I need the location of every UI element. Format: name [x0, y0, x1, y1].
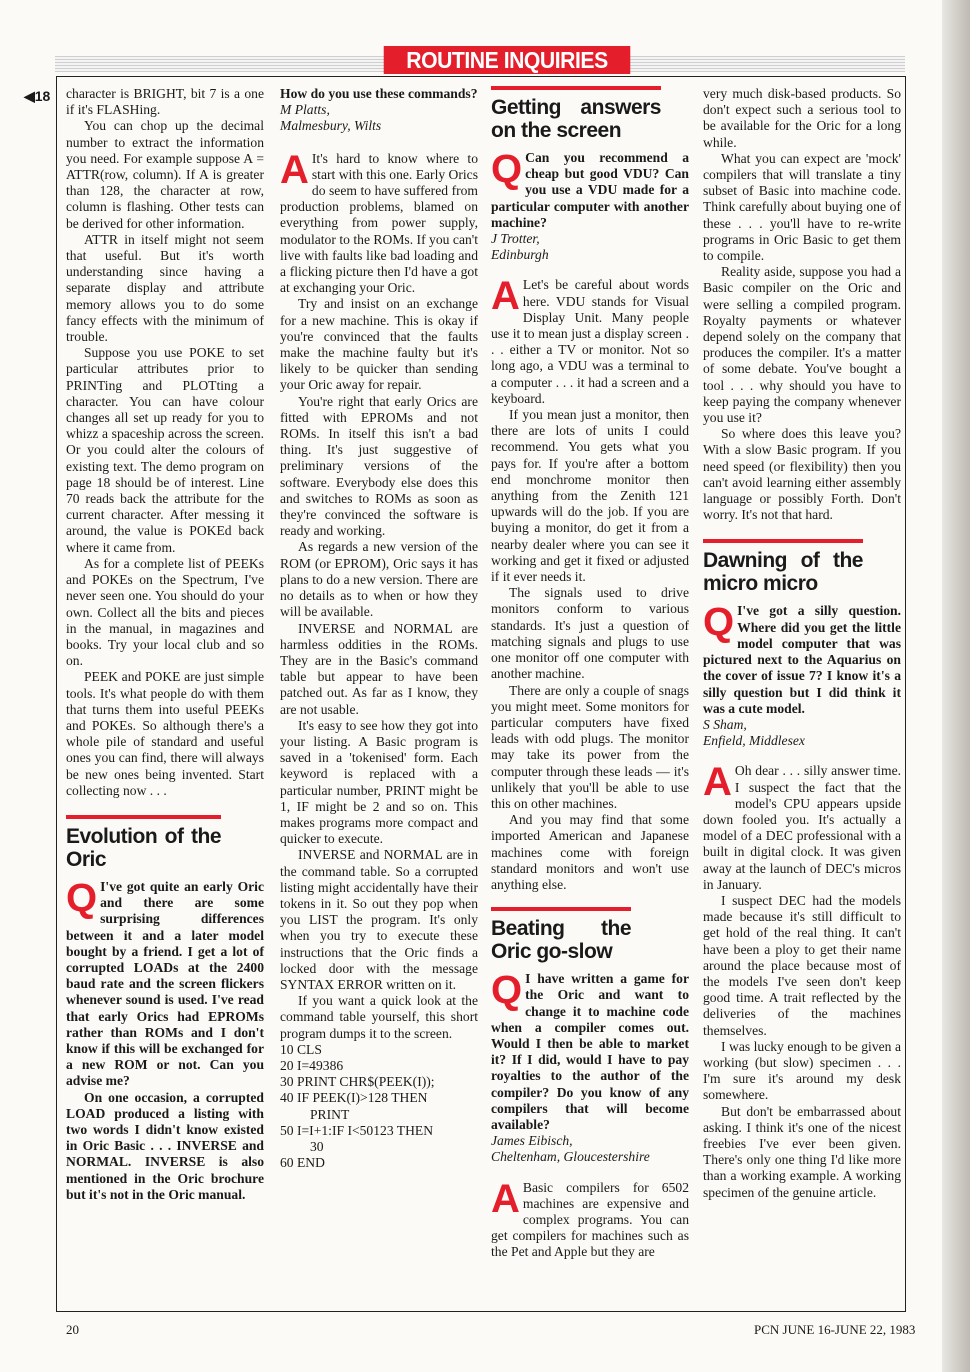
paragraph: You can chop up the decimal number to extract the information you need. For example suppose A = ATTR(row, column). If A is greater than 128, the character at row, column is flashing. Other tests can be derived for other information. [66, 118, 264, 231]
answer-text: It's hard to know where to start with this one. Early Orics do seem to have suffered from production problems, blamed on everything from power supply, modulator to the ROMs. If you can't live with faults like bad loading and a flicking picture then I'd have a got at exchanging your Oric. [280, 150, 479, 296]
paragraph: very much disk-based products. So don't expect such a serious tool to be available for the Oric for a long while. [703, 86, 901, 150]
code-line: 40 IF PEEK(I)>128 THEN [280, 1090, 428, 1106]
question-text: I have written a game for the Oric and want to change it to machine code when a compiler comes out. Would I then be able to market it? If I did, would I have to pay royalties to the author of the compiler? Do you know of any compilers that will become available? [491, 971, 689, 1132]
paragraph: It's easy to see how they got into your listing. A Basic program is saved in a 'tokenised' form. Each keyword is replaced with a particular number, PRINT might be 1, IF might be 2 and so on. This makes programs more compact and quicker to execute. [280, 717, 478, 847]
drop-cap-q: Q [491, 968, 523, 1013]
paragraph: I suspect DEC had the models made because it's still difficult to get hold of the real thing. It can't have been a ploy to get their name around the place because most of the models I've seen don't keep good time. A trait reflected by the deliveries of the machines themselves. [703, 892, 901, 1038]
page-number: 20 [66, 1322, 79, 1337]
paragraph: If you want a quick look at the command table yourself, this short program dumps it to the screen. [280, 993, 478, 1041]
article-heading: Dawning of the micro micro [703, 539, 863, 595]
question [703, 600, 901, 716]
question [491, 147, 689, 231]
paragraph: But don't be embarrassed about asking. I think it's one of the nicest freebies I've ever been given. There's only one thing I'd like more than a working example. A working specimen of the genuine article. [703, 1103, 901, 1200]
paragraph: What you can expect are 'mock' compilers that will translate a tiny subset of Basic into machine code. Think carefully about buying one of these . . . you'll have to re-write programs in Oric Basic to get them to compile. [703, 150, 901, 264]
answer [703, 760, 901, 893]
banner-label: ROUTINE INQUIRIES [384, 46, 631, 74]
code-line: PRINT [310, 1106, 350, 1122]
paragraph: Suppose you use POKE to set particular attributes prior to PRINTing and PLOTting a character. You can have colour changes all set up ready for you to whizz a spaceship across the screen. Or you could alter the colours of existing text. The demo program on page 18 should be of interest. Line 70 reads back the attribute for the current character. After messing it around, the value is POKEd back where it came from. [66, 345, 264, 555]
column-4 [703, 86, 901, 1201]
answer-text: Let's be careful about words here. VDU stands for Visual Display Unit. Many people use it to mean just a display screen . . . either a TV or monitor. Not so long ago, a VDU was a terminal to a computer . . . it had a screen and a keyboard. [491, 277, 689, 406]
byline-place: Enfield, Middlesex [703, 733, 805, 749]
column-1 [66, 86, 264, 1203]
byline-place: Edinburgh [491, 247, 549, 263]
drop-cap-a: A [703, 760, 732, 805]
byline-name: James Eibisch, [491, 1133, 573, 1149]
drop-cap-q: Q [66, 875, 98, 920]
paragraph: So where does this leave you? With a slow Basic program. If you need speed (or flexibility) then you can't avoid learning either assembly language or possibly Forth. Don't worry. It's not that hard. [703, 426, 901, 523]
paragraph: INVERSE and NORMAL are in the command table. So a corrupted listing might accidentally have their tokens in it. So out they pop when you LIST the program. It's only when you try to execute these instructions that the Oric finds a locked door with the message SYNTAX ERROR written on it. [280, 847, 478, 992]
question-text: I've got quite an early Oric and there are some surprising differences between it and a later model bought by a friend. I get a lot of corrupted LOADs at the 2400 baud rate and the screen flickers whenever sound is used. I've read that early Orics had EPROMs rather than ROMs and I don't know if this will be exchanged for a new ROM or not. Can you advise me? [66, 878, 264, 1089]
drop-cap-a: A [280, 147, 309, 192]
byline-name: S Sham, [703, 716, 747, 732]
paragraph: ATTR in itself might not seem that useful. But it's worth understanding since having a separate display and attribute memory allows you to do some fancy effects with the minimum of trouble. [66, 231, 264, 345]
article-heading: Beating the Oric go-slow [491, 907, 631, 963]
answer-text: Oh dear . . . silly answer time. I suspect the fact that the model's CPU appears upside down fooled you. It's actually a model of a DEC professional with a built in digital clock. It was given away at the launch of DEC's micros in January. [703, 763, 901, 892]
paragraph: There are only a couple of snags you might meet. Some monitors for particular computers have fixed leads with odd plugs. The monitor may take its power from the computer through these leads — it's unlikely that you'll be able to use this on other machines. [491, 682, 689, 811]
question [66, 875, 264, 1090]
question-text: Can you recommend a cheap but good VDU? Can you use a VDU made for a particular computer with another machine? [491, 150, 689, 230]
drop-cap-q: Q [703, 600, 735, 645]
page-reference: ◀18 [24, 88, 51, 104]
byline-name: M Platts, [280, 102, 330, 118]
byline-place: Cheltenham, Gloucestershire [491, 1149, 650, 1165]
answer [280, 147, 479, 297]
answer [491, 274, 689, 407]
article-heading: Evolution of the Oric [66, 815, 221, 871]
drop-cap-a: A [491, 274, 520, 319]
code-line: 30 PRINT CHR$(PEEK(I)); [280, 1074, 435, 1090]
column-3 [491, 86, 689, 1261]
magazine-footer: PCN JUNE 16-JUNE 22, 1983 [754, 1322, 916, 1337]
answer [491, 1176, 689, 1261]
code-line: 30 [310, 1139, 324, 1154]
answer-text: Basic compilers for 6502 machines are expensive and complex programs. You can get compilers for machines such as the Pet and Apple but they are [491, 1179, 689, 1260]
paragraph: As regards a new version of the ROM (or EPROM), Oric says it has plans to do a new version. There are no details as to when or how they will be available. [280, 539, 478, 620]
drop-cap-q: Q [491, 147, 523, 191]
question: How do you use these commands? [280, 86, 478, 101]
byline-name: J Trotter, [491, 231, 540, 247]
question [491, 968, 689, 1133]
code-line: 60 END [280, 1155, 325, 1171]
paragraph: You're right that early Orics are fitted with EPROMs and not ROMs. In itself this isn't a bad thing. It's just suggestive of preliminary versions of the software. Everybody else does this and switches to ROMs as soon as they're convinced the software is ready and working. [280, 393, 478, 539]
paragraph: PEEK and POKE are just simple tools. It's what people do with them that turns them into useful PEEKs and POKEs. So although there's a whole pile of standard and useful ones you can find, there will always be new ones being invented. Start collecting now . . . [66, 669, 264, 798]
article-heading: Getting answers on the screen [491, 86, 661, 142]
paragraph: And you may find that some imported American and Japanese machines come with foreign standard monitors and won't use anything else. [491, 812, 689, 892]
code-line: 20 I=49386 [280, 1057, 344, 1073]
paragraph: If you mean just a monitor, then there are lots of units I could recommend. You gets what you pays for. If you're after a bottom end monchrome monitor then anything from the Zenith 121 upwards will do the job. If you are buying a monitor, do get it from a nearby dealer where you can see it working and get it fixed or adjusted if it ever needs it. [491, 407, 689, 585]
paragraph: As for a complete list of PEEKs and POKEs on the Spectrum, I've never seen one. You should do your own. Collect all the bits and pieces in the manual, in magazines and books. Try your local club and so on. [66, 555, 264, 669]
code-line: 10 CLS [280, 1041, 322, 1057]
section-banner [55, 46, 905, 74]
paragraph: Reality aside, suppose you had a Basic compiler on the Oric and were selling a compiled program. Royalty payments or whatever depend solely on the company that produces the compiler. It's a matter of some debate. You've bought a tool . . . why should you have to keep paying the company whenever you use it? [703, 264, 901, 426]
paragraph: character is BRIGHT, bit 7 is a one if it's FLASHing. [66, 86, 264, 118]
question-continued: On one occasion, a corrupted LOAD produced a listing with two words I didn't know existed in Oric Basic . . . INVERSE and NORMAL. INVERSE is also mentioned in the Oric brochure but it's not in the Oric manual. [66, 1089, 264, 1202]
paragraph: INVERSE and NORMAL are harmless oddities in the ROMs. They are in the Basic's command table but appear to have been patched out. As far as I know, they are not usable. [280, 620, 478, 717]
paragraph: I was lucky enough to be given a working (but slow) specimen . . . I'm sure it's around my desk somewhere. [703, 1038, 901, 1103]
paragraph: The signals used to drive monitors conform to various standards. It's just a question of matching signals and plugs to use one monitor off one computer with another machine. [491, 585, 689, 682]
page-edge [942, 0, 970, 1372]
column-2 [280, 86, 478, 1171]
byline-place: Malmesbury, Wilts [280, 118, 382, 134]
paragraph: Try and insist on an exchange for a new machine. This is okay if you're convinced that the faults make the machine faulty but it's likely to be quicker than sending your Oric away for repair. [280, 296, 478, 393]
question-text: I've got a silly question. Where did you get the little model computer that was pictured next to the Aquarius on the cover of issue 7? I know it's a silly question but I did think it was a cute model. [703, 603, 901, 716]
code-line: 50 I=I+1:IF I<50123 THEN [280, 1122, 434, 1138]
drop-cap-a: A [491, 1176, 520, 1221]
